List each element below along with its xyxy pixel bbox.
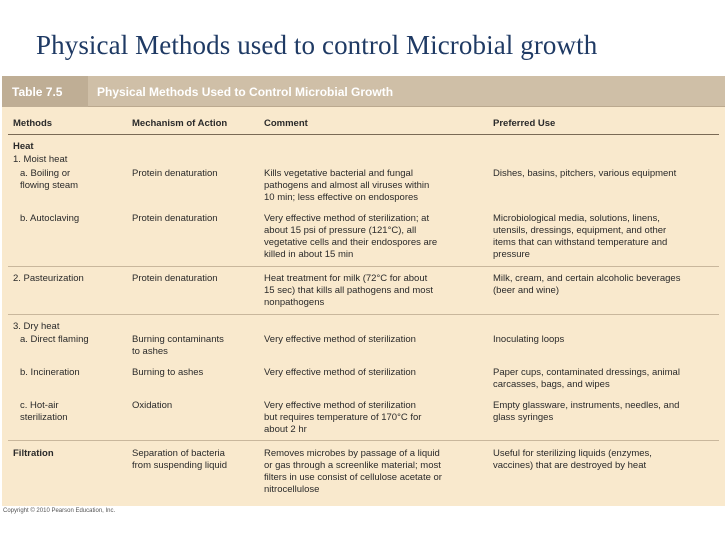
method-autoclaving: b. Autoclaving — [20, 213, 80, 224]
row-divider — [8, 314, 719, 315]
use-filtration: Useful for sterilizing liquids (enzymes, vaccines) that are destroyed by heat — [493, 448, 652, 471]
method-incineration: b. Incineration — [20, 367, 80, 378]
method-direct-flaming: a. Direct flaming — [20, 334, 89, 345]
mechanism-direct-flaming: Burning contaminants to ashes — [132, 334, 224, 357]
use-hot-air: Empty glassware, instruments, needles, and glass syringes — [493, 400, 680, 423]
method-boiling: a. Boiling or flowing steam — [20, 168, 79, 191]
use-direct-flaming: Inoculating loops — [493, 334, 565, 345]
group-moist-heat: 1. Moist heat — [13, 154, 68, 165]
comment-pasteurization: Heat treatment for milk (72°C for about 15 sec) that kills all pathogens and most nonpathogens — [264, 273, 433, 308]
group-dry-heat: 3. Dry heat — [13, 321, 60, 332]
use-boiling: Dishes, basins, pitchers, various equipment — [493, 168, 677, 179]
comment-boiling: Kills vegetative bacterial and fungal pathogens and almost all viruses within 10 min; less effective on endospores — [264, 168, 430, 203]
table-header — [2, 76, 725, 107]
method-hot-air: c. Hot-air sterilization — [20, 400, 68, 423]
column-header-preferred-use: Preferred Use — [493, 118, 556, 129]
row-divider — [8, 266, 719, 267]
comment-incineration: Very effective method of sterilization — [264, 367, 416, 378]
table-title: Physical Methods Used to Control Microbial Growth — [97, 85, 394, 99]
use-autoclaving: Microbiological media, solutions, linens, utensils, dressings, equipment, and other items that can withstand temperature and pressure — [493, 213, 668, 260]
mechanism-hot-air: Oxidation — [132, 400, 173, 411]
mechanism-pasteurization: Protein denaturation — [132, 273, 218, 284]
method-filtration: Filtration — [13, 448, 54, 459]
mechanism-filtration: Separation of bacteria from suspending liquid — [132, 448, 228, 471]
copyright-notice: Copyright © 2010 Pearson Education, Inc. — [3, 508, 116, 514]
comment-hot-air: Very effective method of sterilization but requires temperature of 170°C for about 2 hr — [264, 400, 422, 435]
table-number: Table 7.5 — [2, 76, 88, 107]
section-heat: Heat — [13, 141, 34, 152]
mechanism-incineration: Burning to ashes — [132, 367, 204, 378]
mechanism-autoclaving: Protein denaturation — [132, 213, 218, 224]
mechanism-boiling: Protein denaturation — [132, 168, 218, 179]
column-header-comment: Comment — [264, 118, 308, 129]
use-pasteurization: Milk, cream, and certain alcoholic beverages (beer and wine) — [493, 273, 681, 296]
methods-table — [2, 76, 725, 506]
header-divider — [8, 134, 719, 135]
column-header-methods: Methods — [13, 118, 53, 129]
column-header-mechanism: Mechanism of Action — [132, 118, 228, 129]
use-incineration: Paper cups, contaminated dressings, animal carcasses, bags, and wipes — [493, 367, 680, 390]
slide-title: Physical Methods used to control Microbial growth — [36, 30, 598, 60]
comment-direct-flaming: Very effective method of sterilization — [264, 334, 416, 345]
comment-autoclaving: Very effective method of sterilization; at about 15 psi of pressure (121°C), all vegetative cells and their endospores are killed in about 15 min — [264, 213, 438, 260]
method-pasteurization: 2. Pasteurization — [13, 273, 84, 284]
row-divider — [8, 440, 719, 441]
comment-filtration: Removes microbes by passage of a liquid or gas through a screenlike material; most filters in use consist of cellulose acetate or nitrocellulose — [264, 448, 442, 495]
